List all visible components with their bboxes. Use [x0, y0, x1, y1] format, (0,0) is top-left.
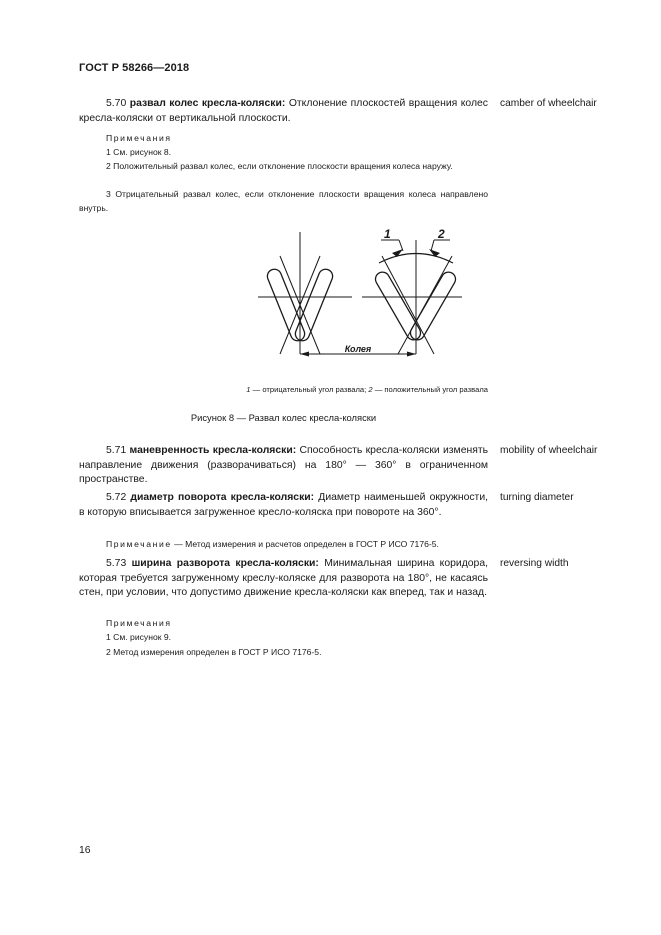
note-text: — Метод измерения и расчетов определен в ГОСТ Р ИСО 7176-5.: [171, 539, 439, 549]
legend-number-2: 2: [368, 385, 373, 394]
legend-text-1: — отрицательный угол развала;: [250, 385, 369, 394]
definition: Отклонение плоскостей вращения колес кресла-коляски от вертикальной плоскости.: [79, 98, 489, 124]
definition: Способность кресла-коляски изменять направление движения (разворачиваться) на 180° — 360° в ограниченном пространстве.: [79, 445, 489, 486]
wheel-right-inner: [408, 270, 458, 343]
left-wheel-pair: [258, 232, 352, 354]
notes-heading: Примечания: [106, 133, 172, 143]
term-en-5-71: mobility of wheelchair: [500, 445, 598, 456]
section-5-71: [79, 444, 488, 488]
section-number: 5.71: [106, 445, 127, 456]
page-number: 16: [79, 845, 91, 856]
section-5-72: [79, 491, 488, 520]
definition: Диаметр наименьшей окружности, в которую вписывается загруженное кресло-коляска при повороте на 360°.: [79, 492, 489, 518]
term-en-5-72: turning diameter: [500, 492, 574, 503]
term-ru: маневренность кресла-коляски:: [129, 445, 297, 456]
figure-label-1: 1: [384, 227, 391, 241]
note-2: 2 Метод измерения определен в ГОСТ Р ИСО 7176-5.: [106, 647, 322, 657]
track-label: Колея: [344, 344, 372, 354]
arrow-head: [300, 352, 309, 357]
term-ru: диаметр поворота кресла-коляски:: [130, 492, 315, 503]
arrow-head: [407, 352, 416, 357]
note-3: 3 Отрицательный развал колес, если отклонение плоскости вращения колеса направлено внутрь.: [79, 189, 488, 213]
section-number: 5.70: [106, 98, 127, 109]
definition: Минимальная ширина коридора, которая требуется загруженному креслу-коляске для разворота на 180°, не касаясь стен, при условии, что допустимо движение кресла-коляски как вперед, так и назад.: [79, 558, 488, 599]
note-5-72: [79, 537, 488, 551]
term-en-5-73: reversing width: [500, 558, 569, 569]
term-ru: ширина разворота кресла-коляски:: [131, 558, 319, 569]
section-number: 5.73: [106, 558, 127, 569]
label-2-leader: [431, 240, 434, 251]
arrow-head: [392, 249, 403, 257]
section-5-70: [79, 97, 488, 126]
section-number: 5.72: [106, 492, 127, 503]
note-1: 1 См. рисунок 8.: [106, 147, 172, 157]
notes-heading: Примечания: [106, 618, 172, 628]
legend-text-2: — положительный угол развала: [372, 385, 488, 394]
note-label: Примечание: [106, 539, 172, 549]
note-1: 1 См. рисунок 9.: [106, 632, 172, 642]
term-ru: развал колес кресла-коляски:: [129, 98, 286, 109]
figure-legend: [79, 385, 488, 394]
note-2: 2 Положительный развал колес, если отклонение плоскости вращения колеса наружу.: [106, 161, 453, 171]
figure-caption: Рисунок 8 — Развал колес кресла-коляски: [190, 412, 377, 423]
document-header: ГОСТ Р 58266—2018: [79, 62, 190, 74]
term-en-5-70: camber of wheelchair: [500, 98, 597, 109]
figure-label-2: 2: [438, 227, 445, 241]
right-wheel-pair: [362, 240, 462, 354]
figure-8-camber-diagram: [240, 222, 480, 370]
section-5-73: [79, 557, 488, 601]
arrow-head: [429, 249, 440, 257]
legend-number-1: 1: [246, 385, 251, 394]
label-1-leader: [399, 240, 403, 251]
